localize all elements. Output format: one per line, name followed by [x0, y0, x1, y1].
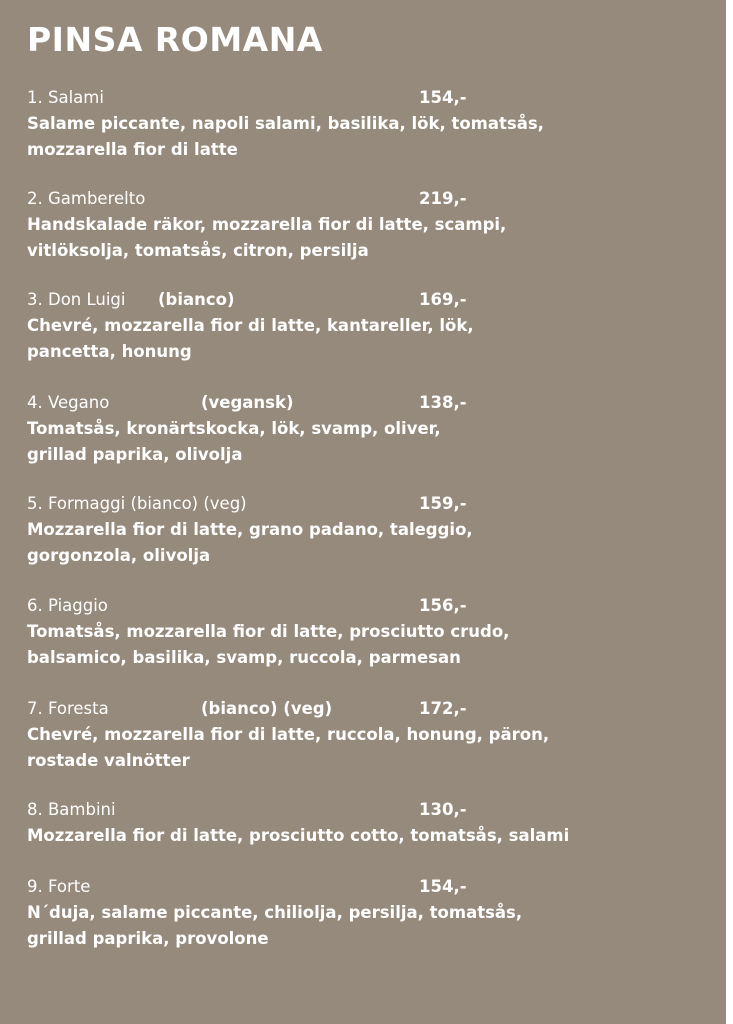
menu-item-price: 159,-: [419, 494, 467, 513]
menu-item-price: 169,-: [419, 290, 467, 309]
menu-item-header: [27, 491, 717, 517]
menu-item-tag: (vegansk): [201, 393, 294, 412]
menu-item-header: [27, 186, 717, 212]
menu-item-description: balsamico, basilika, svamp, ruccola, parmesan: [27, 648, 461, 667]
menu-item-description: Tomatsås, mozzarella fior di latte, prosciutto crudo,: [27, 622, 510, 641]
menu-item: [27, 797, 717, 849]
menu-item-header: [27, 390, 717, 416]
menu-item-description: grillad paprika, olivolja: [27, 445, 243, 464]
menu-item: [27, 696, 717, 774]
menu-item: [27, 491, 717, 569]
menu-item-description: Tomatsås, kronärtskocka, lök, svamp, oliver,: [27, 419, 441, 438]
menu-item-name: 2. Gamberelto: [27, 189, 146, 208]
menu-item: [27, 85, 717, 163]
menu-item-name: 1. Salami: [27, 88, 104, 107]
menu-item-description: Mozzarella fior di latte, prosciutto cotto, tomatsås, salami: [27, 826, 570, 845]
menu-item-description: Chevré, mozzarella fior di latte, kantareller, lök,: [27, 316, 474, 335]
menu-item-description: vitlöksolja, tomatsås, citron, persilja: [27, 241, 369, 260]
menu-item-header: [27, 797, 717, 823]
menu-item-description: Mozzarella fior di latte, grano padano, taleggio,: [27, 520, 473, 539]
menu-item-header: [27, 593, 717, 619]
menu-item-description: grillad paprika, provolone: [27, 929, 269, 948]
menu-item-header: [27, 696, 717, 722]
menu-item-name: 4. Vegano: [27, 393, 110, 412]
menu-item-price: 156,-: [419, 596, 467, 615]
menu-item-description: Handskalade räkor, mozzarella fior di latte, scampi,: [27, 215, 507, 234]
menu-item-name: 7. Foresta: [27, 699, 109, 718]
menu-item-name: 3. Don Luigi: [27, 290, 126, 309]
menu-item-name: 6. Piaggio: [27, 596, 108, 615]
menu-item-tag: (bianco) (veg): [201, 699, 333, 718]
menu-item-tag: (bianco): [158, 290, 235, 309]
menu-item: [27, 287, 717, 365]
menu-item-description: mozzarella fior di latte: [27, 140, 238, 159]
menu-item: [27, 593, 717, 671]
menu-item-price: 138,-: [419, 393, 467, 412]
menu-item: [27, 390, 717, 468]
menu-item-header: [27, 874, 717, 900]
menu-item: [27, 186, 717, 264]
menu-item-name: 9. Forte: [27, 877, 91, 896]
menu-item-name: 5. Formaggi (bianco) (veg): [27, 494, 247, 513]
menu-item-price: 154,-: [419, 88, 467, 107]
page-title: PINSA ROMANA: [27, 20, 323, 59]
menu-item-description: rostade valnötter: [27, 751, 190, 770]
menu-item-price: 219,-: [419, 189, 467, 208]
menu-item-price: 154,-: [419, 877, 467, 896]
menu-item-price: 130,-: [419, 800, 467, 819]
menu-item-description: gorgonzola, olivolja: [27, 546, 211, 565]
menu-item-name: 8. Bambini: [27, 800, 116, 819]
menu-item-description: Chevré, mozzarella fior di latte, ruccola, honung, päron,: [27, 725, 550, 744]
menu-item-description: Salame piccante, napoli salami, basilika, lök, tomatsås,: [27, 114, 544, 133]
menu-item-price: 172,-: [419, 699, 467, 718]
menu-item-header: [27, 85, 717, 111]
menu-item-description: pancetta, honung: [27, 342, 192, 361]
menu-item-header: [27, 287, 717, 313]
menu-item-description: N´duja, salame piccante, chiliolja, persilja, tomatsås,: [27, 903, 523, 922]
menu-item: [27, 874, 717, 952]
